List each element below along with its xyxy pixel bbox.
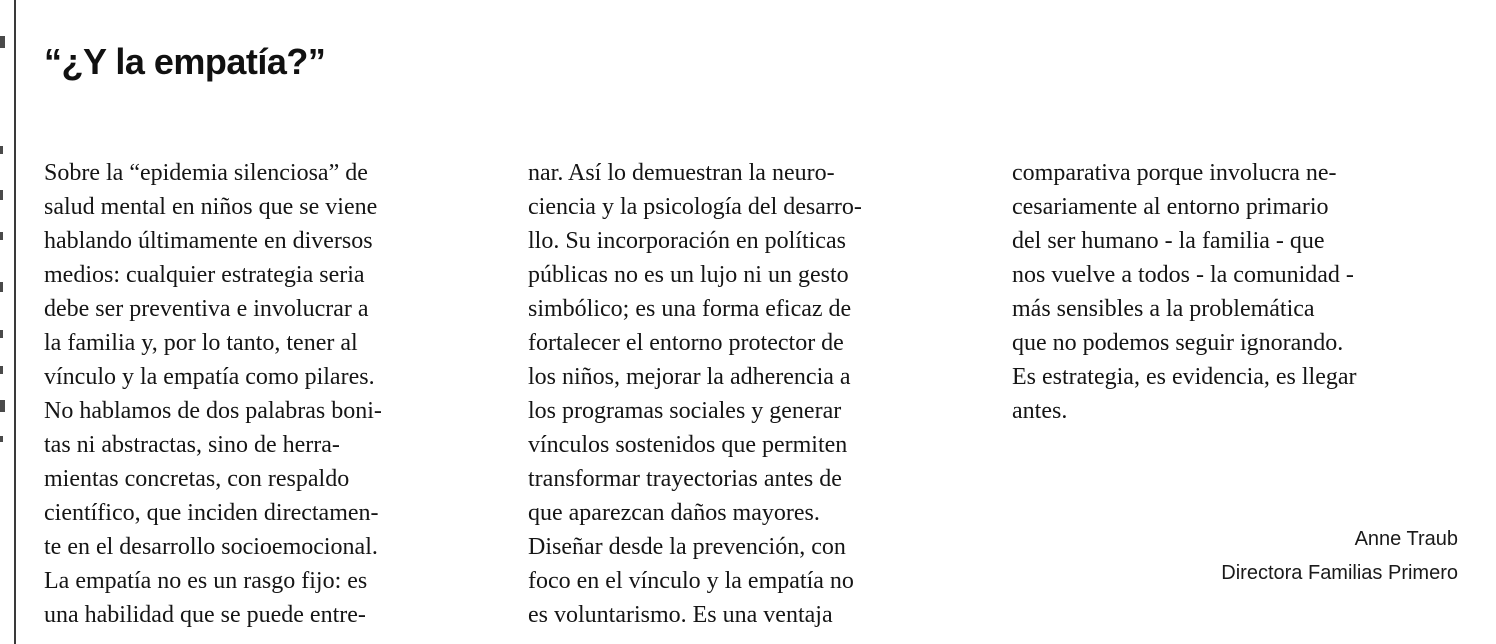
edge-mark	[0, 146, 3, 154]
text-line: Sobre la “epidemia silenciosa” de	[44, 160, 368, 186]
text-line: nos vuelve a todos - la comunidad -	[1012, 262, 1354, 288]
text-line: foco en el vínculo y la empatía no	[528, 568, 854, 594]
text-line: hablando últimamente en diversos	[44, 228, 373, 254]
text-line: vínculos sostenidos que permiten	[528, 432, 848, 458]
text-line: salud mental en niños que se viene	[44, 194, 378, 220]
text-line: los niños, mejorar la adherencia a	[528, 364, 851, 390]
text-line: tas ni abstractas, sino de herra-	[44, 432, 340, 458]
text-line: cesariamente al entorno primario	[1012, 194, 1329, 220]
text-line: medios: cualquier estrategia seria	[44, 262, 365, 288]
text-line: ciencia y la psicología del desarro-	[528, 194, 862, 220]
text-line: te en el desarrollo socioemocional.	[44, 534, 378, 560]
text-line: la familia y, por lo tanto, tener al	[44, 330, 358, 356]
author-title: Directora Familias Primero	[1221, 562, 1458, 584]
text-line: públicas no es un lujo ni un gesto	[528, 262, 849, 288]
text-line: es voluntarismo. Es una ventaja	[528, 602, 833, 628]
edge-mark	[0, 282, 3, 292]
text-column-3	[1012, 156, 1472, 428]
text-line: transformar trayectorias antes de	[528, 466, 842, 492]
text-line: que no podemos seguir ignorando.	[1012, 330, 1344, 356]
text-column-2	[528, 156, 968, 632]
text-line: fortalecer el entorno protector de	[528, 330, 844, 356]
text-line: científico, que inciden directamen-	[44, 500, 379, 526]
text-line: Es estrategia, es evidencia, es llegar	[1012, 364, 1357, 390]
text-line: No hablamos de dos palabras boni-	[44, 398, 382, 424]
edge-mark	[0, 366, 3, 374]
text-line: debe ser preventiva e involucrar a	[44, 296, 369, 322]
edge-mark	[0, 232, 3, 240]
text-line: llo. Su incorporación en políticas	[528, 228, 846, 254]
edge-mark	[0, 36, 5, 48]
edge-mark	[0, 436, 3, 442]
text-line: más sensibles a la problemática	[1012, 296, 1315, 322]
text-line: simbólico; es una forma eficaz de	[528, 296, 852, 322]
text-line: que aparezcan daños mayores.	[528, 500, 820, 526]
text-line: Diseñar desde la prevención, con	[528, 534, 846, 560]
author-name: Anne Traub	[1354, 528, 1458, 550]
text-line: vínculo y la empatía como pilares.	[44, 364, 375, 390]
text-line: los programas sociales y generar	[528, 398, 842, 424]
text-line: nar. Así lo demuestran la neuro-	[528, 160, 835, 186]
text-line: mientas concretas, con respaldo	[44, 466, 350, 492]
column-divider-rule	[14, 0, 16, 644]
text-line: La empatía no es un rasgo fijo: es	[44, 568, 368, 594]
text-line: comparativa porque involucra ne-	[1012, 160, 1337, 186]
adjacent-column-edge	[0, 0, 12, 644]
letter-headline: “¿Y la empatía?”	[44, 41, 326, 82]
edge-mark	[0, 400, 5, 412]
text-line: una habilidad que se puede entre-	[44, 602, 366, 628]
author-signature	[1221, 522, 1458, 590]
edge-mark	[0, 330, 3, 338]
text-column-1	[44, 156, 504, 632]
text-line: del ser humano - la familia - que	[1012, 228, 1325, 254]
edge-mark	[0, 190, 3, 200]
text-line: antes.	[1012, 398, 1068, 424]
